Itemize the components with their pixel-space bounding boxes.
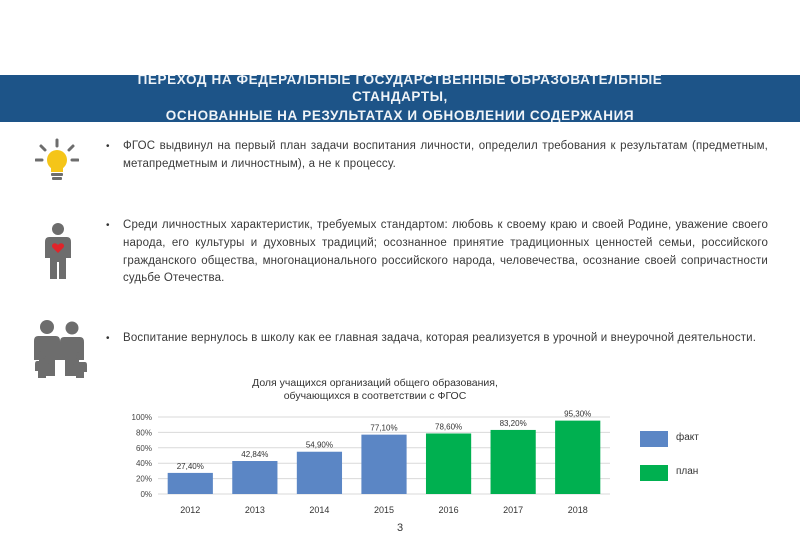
bullet-marker: •	[106, 333, 110, 344]
data-label: 42,84%	[241, 450, 269, 460]
x-tick-label: 2016	[438, 505, 459, 515]
chart-title-line-1: Доля учащихся организаций общего образования,	[252, 377, 498, 389]
bullet-marker: •	[106, 220, 110, 231]
bullet-text-fgos: ФГОС выдвинул на первый план задачи воспитания личности, определил требования к результатам (предметным, метапредметным и личностным), а не к процессу.	[123, 140, 768, 170]
data-label: 78,60%	[435, 422, 463, 432]
y-tick-label: 0%	[140, 490, 152, 499]
data-label: 83,20%	[499, 418, 527, 428]
title-line-1: ПЕРЕХОД НА ФЕДЕРАЛЬНЫЕ ГОСУДАРСТВЕННЫЕ ОБРАЗОВАТЕЛЬНЫЕ	[137, 75, 663, 87]
x-tick-label: 2012	[180, 505, 201, 515]
data-label: 27,40%	[176, 461, 204, 471]
x-tick-label: 2018	[567, 505, 588, 515]
bullet-text-education: Воспитание вернулось в школу как ее главная задача, которая реализуется в урочной и внеурочной деятельности.	[123, 332, 757, 344]
bar-2012	[168, 473, 213, 494]
bar-2013	[232, 461, 277, 494]
bullet-marker: •	[106, 141, 110, 152]
y-tick-label: 20%	[135, 474, 152, 484]
page-number: 3	[396, 522, 404, 534]
data-label: 54,90%	[305, 440, 333, 450]
legend-label-fact: факт	[676, 432, 699, 443]
bar-2015	[361, 435, 406, 494]
y-tick-label: 60%	[135, 443, 152, 453]
bar-2014	[297, 452, 342, 494]
bar-2018	[555, 421, 600, 494]
bullet-text-personal-traits: Среди личностных характеристик, требуемых стандартом: любовь к своему краю и своей Родине, уважение своего народа, его культуры и духовных традиций; осознанное принятие традиционных ценностей семьи, российского гражданского общества, многонационального российского народа, человечества, осознание своей сопричастности судьбе Отечества.	[123, 219, 768, 285]
data-label: 77,10%	[370, 423, 398, 433]
data-label: 95,30%	[564, 409, 592, 419]
x-tick-label: 2014	[309, 505, 330, 515]
bar-2016	[426, 433, 471, 494]
x-tick-label: 2013	[244, 505, 265, 515]
title-line-2: СТАНДАРТЫ,	[352, 89, 448, 104]
legend-swatch-fact	[640, 431, 668, 447]
chart-title-line-2: обучающихся в соответствии с ФГОС	[283, 390, 467, 402]
legend-swatch-plan	[640, 465, 668, 481]
x-tick-label: 2017	[503, 505, 524, 515]
x-tick-label: 2015	[373, 505, 395, 515]
bar-2017	[491, 430, 536, 494]
y-tick-label: 80%	[135, 428, 152, 438]
title-line-3: ОСНОВАННЫЕ НА РЕЗУЛЬТАТАХ И ОБНОВЛЕНИИ СОДЕРЖАНИЯ	[165, 108, 635, 122]
legend-label-plan: план	[676, 466, 699, 477]
y-tick-label: 100%	[131, 413, 152, 422]
y-tick-label: 40%	[135, 459, 152, 469]
